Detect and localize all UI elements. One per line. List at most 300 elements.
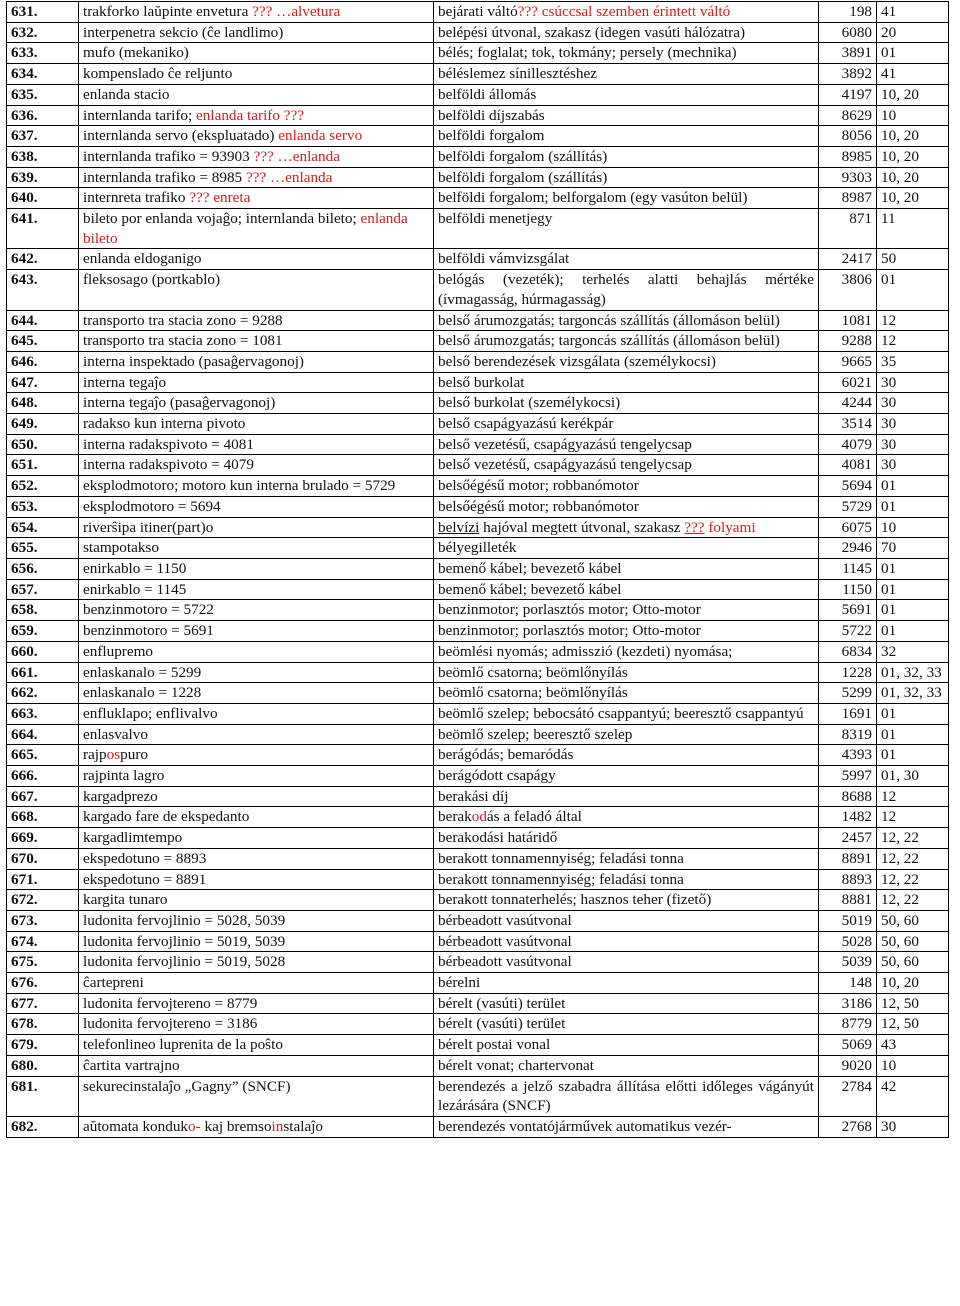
reference-code: 6834 xyxy=(819,641,877,662)
field-codes: 11 xyxy=(877,209,949,249)
esperanto-term xyxy=(79,1055,434,1076)
reference-code: 8987 xyxy=(819,188,877,209)
hungarian-term xyxy=(434,579,819,600)
term-segment: kargadlimtempo xyxy=(83,829,183,847)
esperanto-term xyxy=(79,84,434,105)
term-segment: sekurecinstalaĵo „Gagny” (SNCF) xyxy=(83,1077,291,1095)
esperanto-term xyxy=(79,641,434,662)
hungarian-term xyxy=(434,43,819,64)
field-codes: 10 xyxy=(877,1055,949,1076)
esperanto-term xyxy=(79,167,434,188)
esperanto-term xyxy=(79,931,434,952)
hungarian-term xyxy=(434,2,819,23)
field-codes: 12 xyxy=(877,807,949,828)
field-codes: 01 xyxy=(877,270,949,310)
entry-number: 671. xyxy=(7,869,79,890)
esperanto-term xyxy=(79,209,434,249)
term-segment: benzinmotoro = 5691 xyxy=(83,622,214,640)
table-row xyxy=(7,703,949,724)
desc-segment: belföldi vámvizsgálat xyxy=(438,250,570,268)
desc-segment: bérelt (vasúti) terület xyxy=(438,994,566,1012)
term-segment: internlanda servo (ekspluatado) xyxy=(83,127,279,145)
field-codes: 30 xyxy=(877,455,949,476)
reference-code: 1228 xyxy=(819,662,877,683)
table-row xyxy=(7,455,949,476)
term-segment: benzinmotoro = 5722 xyxy=(83,601,214,619)
field-codes: 41 xyxy=(877,64,949,85)
term-segment: transporto tra stacia zono = 1081 xyxy=(83,332,283,350)
reference-code: 8891 xyxy=(819,848,877,869)
entry-number: 642. xyxy=(7,249,79,270)
field-codes: 12, 22 xyxy=(877,848,949,869)
reference-code: 5069 xyxy=(819,1035,877,1056)
esperanto-term xyxy=(79,1076,434,1116)
field-codes: 50, 60 xyxy=(877,952,949,973)
reference-code: 5694 xyxy=(819,476,877,497)
esperanto-term xyxy=(79,621,434,642)
reference-code: 8893 xyxy=(819,869,877,890)
field-codes: 10, 20 xyxy=(877,188,949,209)
table-row xyxy=(7,64,949,85)
desc-segment: belföldi díjszabás xyxy=(438,106,545,124)
esperanto-term xyxy=(79,973,434,994)
desc-segment: béléslemez sínillesztéshez xyxy=(438,65,597,83)
term-segment: enlaskanalo = 5299 xyxy=(83,663,202,681)
field-codes: 12 xyxy=(877,786,949,807)
term-segment: radakso kun interna pivoto xyxy=(83,415,246,433)
reference-code: 2457 xyxy=(819,828,877,849)
field-codes: 12, 22 xyxy=(877,890,949,911)
esperanto-term xyxy=(79,724,434,745)
field-codes: 43 xyxy=(877,1035,949,1056)
esperanto-term xyxy=(79,517,434,538)
table-row xyxy=(7,2,949,23)
desc-segment: bemenő kábel; bevezető kábel xyxy=(438,559,622,577)
term-segment: kompenslado ĉe reljunto xyxy=(83,65,233,83)
esperanto-term xyxy=(79,683,434,704)
reference-code: 5722 xyxy=(819,621,877,642)
hungarian-term xyxy=(434,1014,819,1035)
term-segment: riverŝipa itiner(part)o xyxy=(83,518,214,536)
table-row xyxy=(7,414,949,435)
entry-number: 641. xyxy=(7,209,79,249)
term-segment: eksplodmotoro = 5694 xyxy=(83,497,221,515)
desc-segment: ??? xyxy=(684,518,705,536)
desc-segment: bérbeadott vasútvonal xyxy=(438,932,572,950)
table-row xyxy=(7,517,949,538)
hungarian-term xyxy=(434,538,819,559)
desc-segment: belvízi xyxy=(438,518,480,536)
hungarian-term xyxy=(434,496,819,517)
hungarian-term xyxy=(434,310,819,331)
hungarian-term xyxy=(434,869,819,890)
entry-number: 681. xyxy=(7,1076,79,1116)
hungarian-term xyxy=(434,188,819,209)
term-segment: enlanda eldoganigo xyxy=(83,250,202,268)
term-segment: enfluklapo; enflivalvo xyxy=(83,704,218,722)
field-codes: 10, 20 xyxy=(877,126,949,147)
desc-segment: belső burkolat (személykocsi) xyxy=(438,394,621,412)
hungarian-term xyxy=(434,351,819,372)
reference-code: 9288 xyxy=(819,331,877,352)
desc-segment: bérelni xyxy=(438,974,481,992)
table-row xyxy=(7,538,949,559)
esperanto-term xyxy=(79,869,434,890)
table-row xyxy=(7,249,949,270)
esperanto-term xyxy=(79,807,434,828)
reference-code: 6021 xyxy=(819,372,877,393)
entry-number: 634. xyxy=(7,64,79,85)
entry-number: 652. xyxy=(7,476,79,497)
field-codes: 10, 20 xyxy=(877,146,949,167)
field-codes: 01 xyxy=(877,558,949,579)
desc-segment: belső csapágyazású kerékpár xyxy=(438,415,614,433)
esperanto-term xyxy=(79,126,434,147)
hungarian-term xyxy=(434,393,819,414)
reference-code: 9665 xyxy=(819,351,877,372)
term-segment: interna radakspivoto = 4081 xyxy=(83,435,254,453)
esperanto-term xyxy=(79,2,434,23)
hungarian-term xyxy=(434,105,819,126)
esperanto-term xyxy=(79,393,434,414)
desc-segment: ??? csúccsal szemben érintett váltó xyxy=(517,3,731,20)
term-segment: ludonita fervojtereno = 8779 xyxy=(83,994,258,1012)
hungarian-term xyxy=(434,703,819,724)
entry-number: 669. xyxy=(7,828,79,849)
hungarian-term xyxy=(434,745,819,766)
glossary-table xyxy=(6,1,949,1138)
term-segment: enirkablo = 1145 xyxy=(83,580,187,598)
field-codes: 30 xyxy=(877,414,949,435)
hungarian-term xyxy=(434,331,819,352)
term-segment: kargadprezo xyxy=(83,787,158,805)
hungarian-term xyxy=(434,724,819,745)
term-segment: stampotakso xyxy=(83,539,159,557)
table-row xyxy=(7,43,949,64)
entry-number: 676. xyxy=(7,973,79,994)
desc-segment: beömlő szelep; bebocsátó csappantyú; beeresztő csappantyú xyxy=(438,704,804,722)
table-row xyxy=(7,209,949,249)
term-segment: aŭtomata konduk xyxy=(83,1117,189,1135)
entry-number: 632. xyxy=(7,22,79,43)
entry-number: 662. xyxy=(7,683,79,704)
term-segment: eksplodmotoro; motoro kun interna brulado = 5729 xyxy=(83,477,396,495)
hungarian-term xyxy=(434,1035,819,1056)
esperanto-term xyxy=(79,910,434,931)
table-row xyxy=(7,973,949,994)
entry-number: 646. xyxy=(7,351,79,372)
hungarian-term xyxy=(434,600,819,621)
hungarian-term xyxy=(434,517,819,538)
reference-code: 8688 xyxy=(819,786,877,807)
hungarian-term xyxy=(434,1116,819,1137)
field-codes: 12 xyxy=(877,331,949,352)
desc-segment: belső árumozgatás; targoncás szállítás (állomáson belül) xyxy=(438,311,780,329)
reference-code: 871 xyxy=(819,209,877,249)
esperanto-term xyxy=(79,828,434,849)
table-row xyxy=(7,270,949,310)
table-row xyxy=(7,993,949,1014)
entry-number: 672. xyxy=(7,890,79,911)
reference-code: 4081 xyxy=(819,455,877,476)
table-row xyxy=(7,931,949,952)
hungarian-term xyxy=(434,766,819,787)
table-row xyxy=(7,848,949,869)
desc-segment: belföldi állomás xyxy=(438,85,537,103)
term-segment: ekspedotuno = 8893 xyxy=(83,849,207,867)
term-segment: ĉartita vartrajno xyxy=(83,1056,180,1074)
reference-code: 8056 xyxy=(819,126,877,147)
hungarian-term xyxy=(434,890,819,911)
hungarian-term xyxy=(434,22,819,43)
table-row xyxy=(7,372,949,393)
reference-code: 1145 xyxy=(819,558,877,579)
entry-number: 661. xyxy=(7,662,79,683)
entry-number: 663. xyxy=(7,703,79,724)
table-row xyxy=(7,105,949,126)
term-segment: interna tegaĵo xyxy=(83,373,167,391)
term-segment: ??? …enlanda xyxy=(253,147,340,165)
desc-segment: berakott tonnamennyiség; feladási tonna xyxy=(438,870,684,888)
term-segment: transporto tra stacia zono = 9288 xyxy=(83,311,283,329)
term-segment: enlasvalvo xyxy=(83,725,148,743)
desc-segment: belföldi forgalom; belforgalom (egy vasúton belül) xyxy=(438,189,748,207)
hungarian-term xyxy=(434,973,819,994)
reference-code: 8881 xyxy=(819,890,877,911)
field-codes: 12, 22 xyxy=(877,869,949,890)
reference-code: 2946 xyxy=(819,538,877,559)
reference-code: 5039 xyxy=(819,952,877,973)
hungarian-term xyxy=(434,662,819,683)
entry-number: 664. xyxy=(7,724,79,745)
field-codes: 12, 22 xyxy=(877,828,949,849)
field-codes: 10, 20 xyxy=(877,973,949,994)
term-segment: stalaĵo xyxy=(283,1117,324,1135)
table-row xyxy=(7,786,949,807)
reference-code: 5028 xyxy=(819,931,877,952)
glossary-rows xyxy=(7,2,949,1138)
desc-segment: bérbeadott vasútvonal xyxy=(438,911,572,929)
field-codes: 41 xyxy=(877,2,949,23)
entry-number: 650. xyxy=(7,434,79,455)
table-row xyxy=(7,1014,949,1035)
table-row xyxy=(7,807,949,828)
desc-segment: bejárati váltó xyxy=(438,3,518,20)
reference-code: 198 xyxy=(819,2,877,23)
term-segment: internlanda trafiko = 93903 xyxy=(83,147,254,165)
table-row xyxy=(7,745,949,766)
field-codes: 10 xyxy=(877,105,949,126)
desc-segment: belső berendezések vizsgálata (személykocsi) xyxy=(438,352,716,370)
reference-code: 3514 xyxy=(819,414,877,435)
table-row xyxy=(7,766,949,787)
term-segment: ludonita fervojlinio = 5019, 5028 xyxy=(83,953,286,971)
term-segment: ??? …enlanda xyxy=(245,168,333,186)
field-codes: 30 xyxy=(877,1116,949,1137)
reference-code: 3186 xyxy=(819,993,877,1014)
esperanto-term xyxy=(79,496,434,517)
field-codes: 30 xyxy=(877,372,949,393)
field-codes: 30 xyxy=(877,393,949,414)
reference-code: 1691 xyxy=(819,703,877,724)
desc-segment: beömlő csatorna; beömlőnyílás xyxy=(438,684,628,702)
reference-code: 2784 xyxy=(819,1076,877,1116)
hungarian-term xyxy=(434,1055,819,1076)
term-segment: trakforko laŭpinte envetura xyxy=(83,3,253,20)
reference-code: 8985 xyxy=(819,146,877,167)
reference-code: 1081 xyxy=(819,310,877,331)
term-segment: rajpinta lagro xyxy=(83,767,165,785)
hungarian-term xyxy=(434,952,819,973)
reference-code: 6080 xyxy=(819,22,877,43)
entry-number: 637. xyxy=(7,126,79,147)
desc-segment: belógás (vezeték); terhelés alatti behajlás mértéke (ívmagasság, húrmagasság) xyxy=(438,271,814,308)
desc-segment: belföldi menetjegy xyxy=(438,210,553,228)
field-codes: 50, 60 xyxy=(877,931,949,952)
field-codes: 01, 30 xyxy=(877,766,949,787)
entry-number: 644. xyxy=(7,310,79,331)
term-segment: ludonita fervojlinio = 5028, 5039 xyxy=(83,911,286,929)
desc-segment: bérelt (vasúti) terület xyxy=(438,1015,566,1033)
table-row xyxy=(7,952,949,973)
hungarian-term xyxy=(434,209,819,249)
esperanto-term xyxy=(79,745,434,766)
table-row xyxy=(7,434,949,455)
term-segment: ludonita fervojtereno = 3186 xyxy=(83,1015,258,1033)
reference-code: 148 xyxy=(819,973,877,994)
table-row xyxy=(7,1076,949,1116)
desc-segment: belföldi forgalom (szállítás) xyxy=(438,168,608,186)
reference-code: 2417 xyxy=(819,249,877,270)
entry-number: 657. xyxy=(7,579,79,600)
esperanto-term xyxy=(79,146,434,167)
reference-code: 4244 xyxy=(819,393,877,414)
desc-segment: berakott tonnaterhelés; hasznos teher (fizető) xyxy=(438,891,712,909)
desc-segment: bérbeadott vasútvonal xyxy=(438,953,572,971)
field-codes: 01 xyxy=(877,579,949,600)
table-row xyxy=(7,621,949,642)
entry-number: 677. xyxy=(7,993,79,1014)
reference-code: 8779 xyxy=(819,1014,877,1035)
table-row xyxy=(7,869,949,890)
entry-number: 635. xyxy=(7,84,79,105)
desc-segment: bemenő kábel; bevezető kábel xyxy=(438,580,622,598)
field-codes: 10, 20 xyxy=(877,167,949,188)
field-codes: 01, 32, 33 xyxy=(877,662,949,683)
reference-code: 6075 xyxy=(819,517,877,538)
term-segment: rajp xyxy=(83,746,107,764)
desc-segment: belső vezetésű, csapágyazású tengelycsap xyxy=(438,435,692,453)
term-segment: kaj bremso xyxy=(200,1117,272,1135)
esperanto-term xyxy=(79,270,434,310)
entry-number: 648. xyxy=(7,393,79,414)
table-row xyxy=(7,393,949,414)
reference-code: 8319 xyxy=(819,724,877,745)
desc-segment: benzinmotor; porlasztós motor; Otto-motor xyxy=(438,622,701,640)
entry-number: 654. xyxy=(7,517,79,538)
hungarian-term xyxy=(434,641,819,662)
table-row xyxy=(7,890,949,911)
hungarian-term xyxy=(434,558,819,579)
esperanto-term xyxy=(79,890,434,911)
hungarian-term xyxy=(434,249,819,270)
table-row xyxy=(7,476,949,497)
entry-number: 668. xyxy=(7,807,79,828)
field-codes: 12 xyxy=(877,310,949,331)
table-row xyxy=(7,496,949,517)
field-codes: 42 xyxy=(877,1076,949,1116)
esperanto-term xyxy=(79,43,434,64)
reference-code: 5997 xyxy=(819,766,877,787)
field-codes: 10 xyxy=(877,517,949,538)
table-row xyxy=(7,641,949,662)
reference-code: 5299 xyxy=(819,683,877,704)
esperanto-term xyxy=(79,310,434,331)
table-row xyxy=(7,351,949,372)
field-codes: 30 xyxy=(877,434,949,455)
entry-number: 643. xyxy=(7,270,79,310)
desc-segment: belső burkolat xyxy=(438,373,525,391)
entry-number: 665. xyxy=(7,745,79,766)
desc-segment: berakodási határidő xyxy=(438,829,558,847)
term-segment: enlaskanalo = 1228 xyxy=(83,684,202,702)
term-segment: ludonita fervojlinio = 5019, 5039 xyxy=(83,932,286,950)
esperanto-term xyxy=(79,662,434,683)
esperanto-term xyxy=(79,188,434,209)
reference-code: 3891 xyxy=(819,43,877,64)
term-segment: ??? enreta xyxy=(189,189,251,207)
entry-number: 675. xyxy=(7,952,79,973)
table-row xyxy=(7,188,949,209)
desc-segment: berágódott csapágy xyxy=(438,767,556,785)
esperanto-term xyxy=(79,538,434,559)
entry-number: 667. xyxy=(7,786,79,807)
term-segment: bileto por enlanda vojaĝo; internlanda bileto; xyxy=(83,210,361,228)
hungarian-term xyxy=(434,931,819,952)
term-segment: puro xyxy=(120,746,148,764)
desc-segment: benzinmotor; porlasztós motor; Otto-motor xyxy=(438,601,701,619)
hungarian-term xyxy=(434,455,819,476)
term-segment: ĉartepreni xyxy=(83,974,144,992)
entry-number: 674. xyxy=(7,931,79,952)
esperanto-term xyxy=(79,1035,434,1056)
desc-segment: od xyxy=(471,808,487,826)
field-codes: 50 xyxy=(877,249,949,270)
desc-segment: belföldi forgalom (szállítás) xyxy=(438,147,608,165)
term-segment: enlanda servo xyxy=(278,127,363,145)
esperanto-term xyxy=(79,331,434,352)
esperanto-term xyxy=(79,105,434,126)
hungarian-term xyxy=(434,910,819,931)
term-segment: fleksosago (portkablo) xyxy=(83,271,221,289)
entry-number: 679. xyxy=(7,1035,79,1056)
esperanto-term xyxy=(79,786,434,807)
esperanto-term xyxy=(79,703,434,724)
hungarian-term xyxy=(434,372,819,393)
reference-code: 1482 xyxy=(819,807,877,828)
term-segment: interna radakspivoto = 4079 xyxy=(83,456,254,474)
desc-segment: belsőégésű motor; robbanómotor xyxy=(438,497,639,515)
field-codes: 50, 60 xyxy=(877,910,949,931)
field-codes: 12, 50 xyxy=(877,1014,949,1035)
desc-segment: bérelt postai vonal xyxy=(438,1036,551,1054)
table-row xyxy=(7,146,949,167)
field-codes: 01 xyxy=(877,496,949,517)
reference-code: 9303 xyxy=(819,167,877,188)
field-codes: 12, 50 xyxy=(877,993,949,1014)
entry-number: 651. xyxy=(7,455,79,476)
hungarian-term xyxy=(434,993,819,1014)
